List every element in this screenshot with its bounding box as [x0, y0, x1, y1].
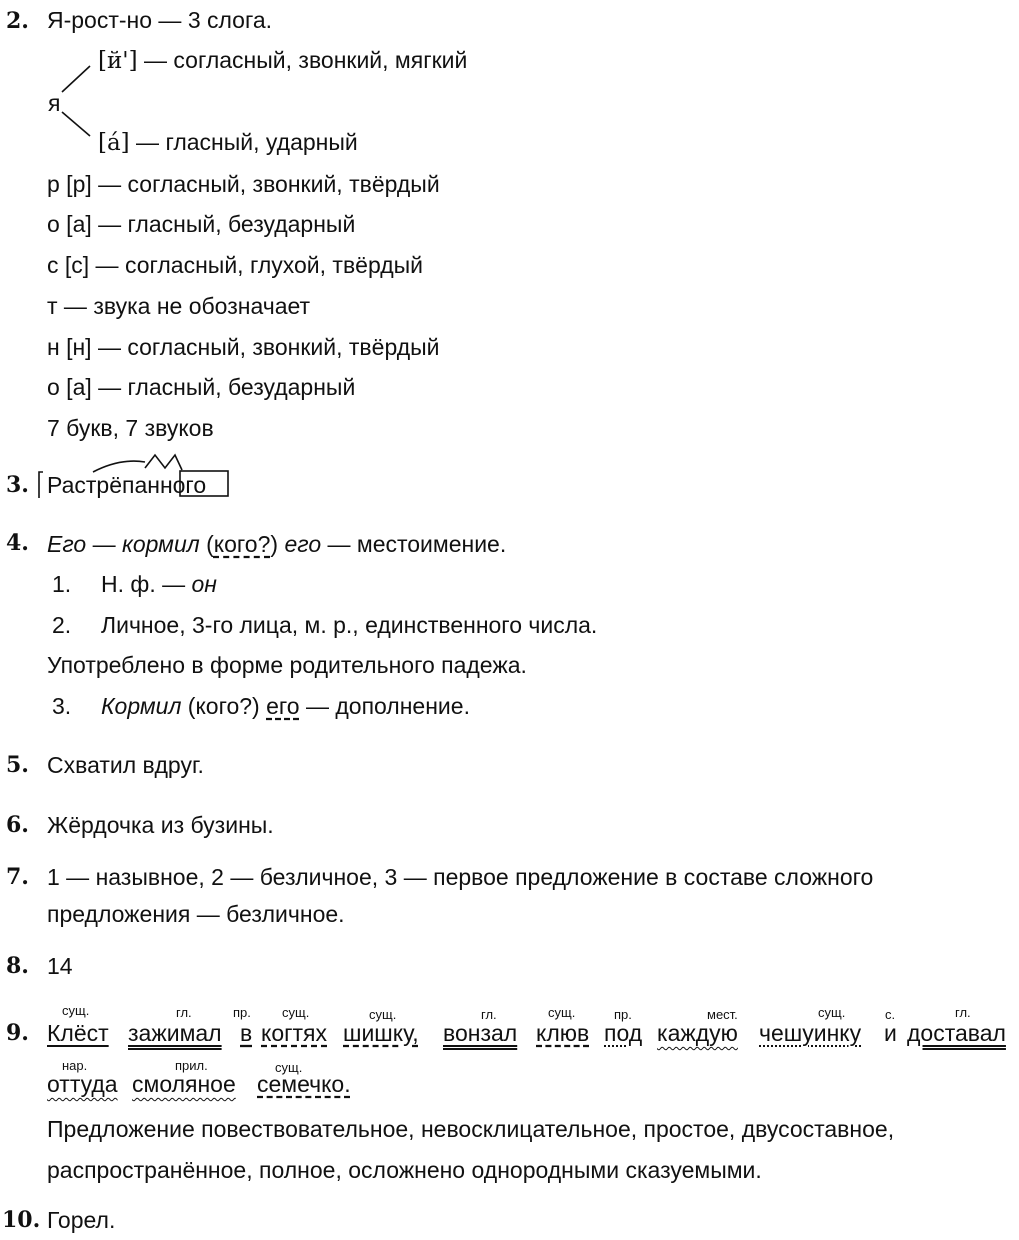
sound-line-o1: о [а] — гласный, безударный — [47, 211, 356, 237]
ending: ого — [172, 472, 207, 498]
word-kormil-2: Кормил — [101, 693, 182, 719]
item10-text: Горел. — [47, 1207, 116, 1233]
word-cheshuinku: чешуинку — [759, 1020, 862, 1046]
item7-line1: 1 — назывное, 2 — безличное, 3 — первое предложение в составе сложного — [47, 864, 874, 890]
word-pod: под — [604, 1020, 643, 1046]
word-ego-1: Его — [47, 531, 87, 557]
item-number-2: 2. — [6, 8, 29, 34]
initial-form-label: Н. ф. — — [101, 571, 192, 597]
pos-label: гл. — [955, 1005, 971, 1020]
item-number-10: 10. — [2, 1207, 41, 1233]
letter-ya: я — [48, 90, 61, 116]
item-number-8: 8. — [6, 953, 29, 979]
item-number-6: 6. — [6, 812, 29, 838]
word-zazhimal: зажимал — [128, 1020, 222, 1046]
sound-line-s: с [с] — согласный, глухой, твёрдый — [47, 252, 424, 278]
word-kogtyakh: когтях — [261, 1020, 327, 1046]
word-i: и — [884, 1020, 897, 1046]
sound-line-t: т — звука не обозначает — [47, 293, 311, 319]
sub-number-1: 1. — [52, 571, 72, 597]
pos-label: мест. — [707, 1007, 738, 1022]
word-ottuda: оттуда — [47, 1071, 118, 1097]
pos-label: пр. — [233, 1005, 251, 1020]
sentence-characteristic-1: Предложение повествовательное, невосклицательное, простое, двусоставное, — [47, 1116, 895, 1142]
sound-line-n: н [н] — согласный, звонкий, твёрдый — [47, 334, 440, 360]
initial-form-value: он — [191, 571, 217, 597]
initial-form — [101, 573, 217, 596]
pos-label: сущ. — [818, 1005, 846, 1020]
paren-open: ( — [199, 531, 214, 557]
item4-rest: — местоимение. — [321, 531, 507, 557]
question: кого? — [213, 531, 271, 557]
item-number-9: 9. — [6, 1020, 29, 1046]
morph-features: Личное, 3-го лица, м. р., единственного числа. — [101, 612, 598, 638]
transcription: [й'] — [98, 48, 138, 74]
item5-text: Схватил вдруг. — [47, 752, 204, 778]
word-klyuv: клюв — [536, 1020, 590, 1046]
word-ego-2: его — [284, 531, 322, 557]
sentence-characteristic-2: распространённое, полное, осложнено однородными сказуемыми. — [47, 1157, 762, 1183]
item-number-5: 5. — [6, 752, 29, 778]
pos-label: сущ. — [369, 1007, 397, 1022]
word-ego-object: его — [266, 693, 300, 719]
syllable-division: Я-рост-но — 3 слога. — [47, 7, 273, 33]
root: рёпан — [96, 472, 160, 498]
word-smolyanoe: смоляное — [132, 1071, 236, 1097]
item8-text: 14 — [47, 953, 73, 979]
word-dostaval: доставал — [907, 1020, 1006, 1046]
pos-label: гл. — [481, 1007, 497, 1022]
pos-label: пр. — [614, 1007, 632, 1022]
word-semechko: семечко. — [257, 1071, 351, 1097]
sound-line-o2: о [а] — гласный, безударный — [47, 374, 356, 400]
word-v: в — [240, 1020, 253, 1046]
item-number-4: 4. — [6, 530, 29, 556]
description: — гласный, ударный — [129, 129, 358, 155]
pos-label: гл. — [176, 1005, 192, 1020]
case-usage: Употреблено в форме родительного падежа. — [47, 652, 527, 678]
dash: — — [86, 531, 122, 557]
letters-sounds-count: 7 букв, 7 звуков — [47, 415, 214, 441]
paren-close: ) — [270, 531, 285, 557]
word-klyost: Клёст — [47, 1020, 109, 1046]
item4-sentence — [47, 533, 506, 556]
role-text: — дополнение. — [299, 693, 470, 719]
sound-line-r: р [р] — согласный, звонкий, твёрдый — [47, 171, 440, 197]
word-kormil: кормил — [122, 531, 200, 557]
word-shishku: шишку, — [343, 1020, 419, 1046]
syntactic-role — [101, 695, 470, 718]
sub-number-2: 2. — [52, 612, 72, 638]
transcription: [á] — [98, 130, 130, 156]
prefix: Раст — [47, 472, 97, 498]
word-vonzal: вонзал — [443, 1020, 518, 1046]
item6-text: Жёрдочка из бузины. — [47, 812, 274, 838]
suffix: н — [159, 472, 173, 498]
sub-number-3: 3. — [52, 693, 72, 719]
item7-line2: предложения — безличное. — [47, 901, 345, 927]
pos-label: сущ. — [548, 1005, 576, 1020]
question-2: (кого?) — [181, 693, 267, 719]
description: — согласный, звонкий, мягкий — [137, 47, 468, 73]
item-number-3: 3. — [6, 472, 29, 498]
pos-label: с. — [885, 1007, 896, 1022]
pos-label: сущ. — [62, 1003, 90, 1018]
pos-label: нар. — [62, 1058, 88, 1073]
word-kazhduyu: каждую — [657, 1020, 738, 1046]
pos-label: прил. — [175, 1058, 208, 1073]
pos-label: сущ. — [282, 1005, 310, 1020]
pos-label: сущ. — [275, 1060, 303, 1075]
item-number-7: 7. — [6, 864, 29, 890]
